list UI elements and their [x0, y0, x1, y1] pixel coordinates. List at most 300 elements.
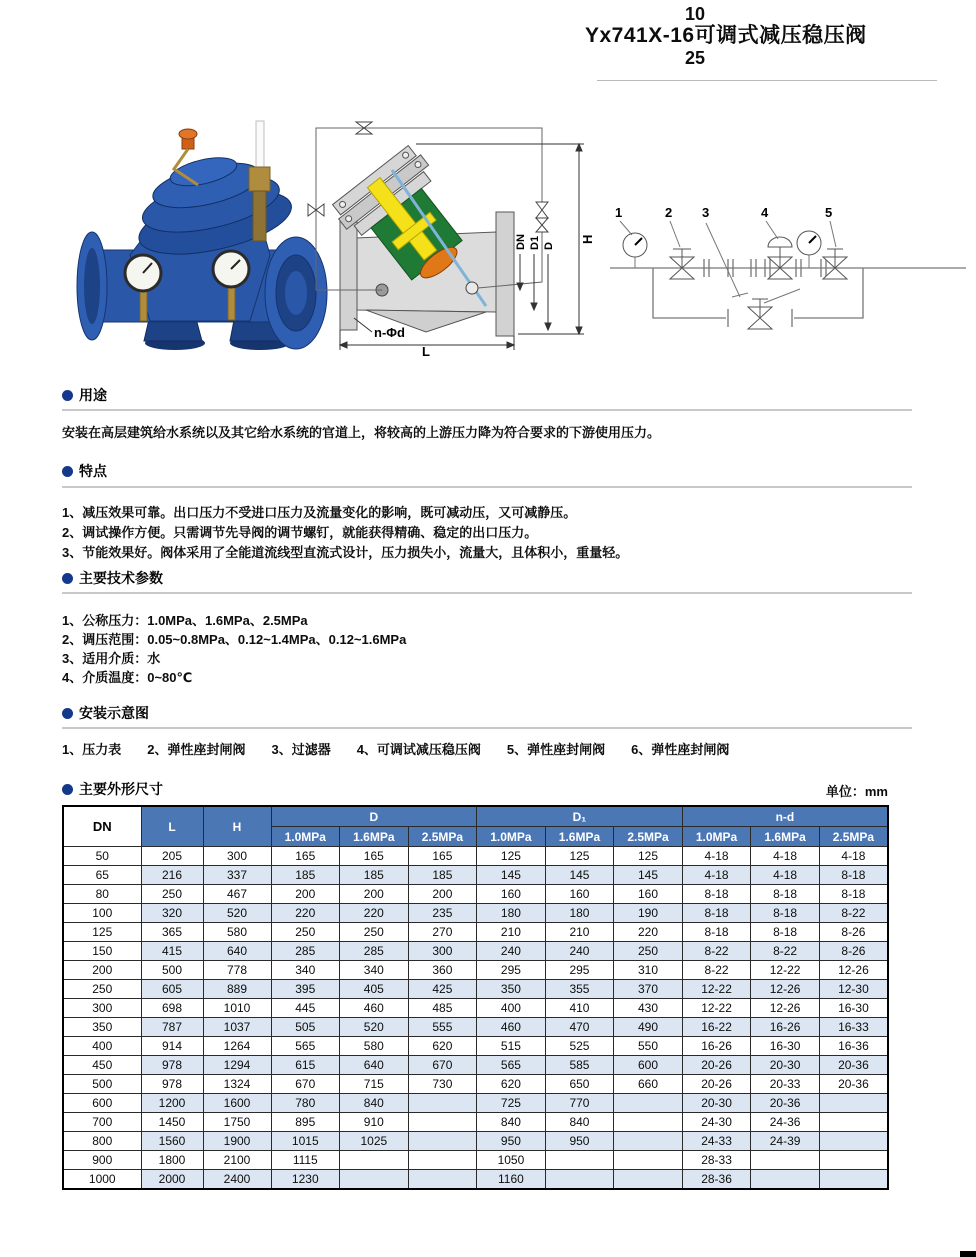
table-cell: 715 [340, 1075, 409, 1094]
table-cell: 615 [271, 1056, 340, 1075]
usage-paragraph: 安装在高层建筑给水系统以及其它给水系统的官道上，将较高的上游压力降为符合要求的下游使用压力。 [62, 425, 661, 440]
table-cell: 8-26 [819, 942, 888, 961]
table-cell: 12-26 [751, 980, 820, 999]
table-cell: 24-39 [751, 1132, 820, 1151]
table-cell: 2100 [203, 1151, 271, 1170]
table-cell: 300 [203, 847, 271, 866]
table-cell: 470 [545, 1018, 614, 1037]
table-cell: 640 [340, 1056, 409, 1075]
section-header-params [62, 568, 163, 588]
table-row [63, 847, 888, 866]
installation-schematic [608, 193, 970, 338]
table-cell: 4-18 [751, 866, 820, 885]
table-cell: 300 [63, 999, 141, 1018]
table-cell: 515 [477, 1037, 546, 1056]
table-row [63, 1132, 888, 1151]
adjusting-knob-icon [179, 129, 197, 149]
section-header-usage [62, 385, 107, 405]
table-cell: 145 [614, 866, 683, 885]
table-cell: 505 [271, 1018, 340, 1037]
table-row [63, 1151, 888, 1170]
table-cell: 8-18 [682, 923, 751, 942]
table-cell: 395 [271, 980, 340, 999]
col-header: L [141, 806, 203, 847]
table-cell: 8-18 [819, 866, 888, 885]
table-cell: 445 [271, 999, 340, 1018]
col-subheader-mpa: 1.6MPa [340, 827, 409, 847]
table-cell: 1560 [141, 1132, 203, 1151]
table-cell [751, 1151, 820, 1170]
table-row [63, 904, 888, 923]
table-cell: 370 [614, 980, 683, 999]
table-cell: 425 [408, 980, 477, 999]
table-cell: 430 [614, 999, 683, 1018]
table-cell [408, 1151, 477, 1170]
text-line: 4、介质温度：0~80℃ [62, 670, 193, 685]
schematic-number: 4 [761, 205, 769, 220]
table-cell [545, 1151, 614, 1170]
table-cell: 145 [545, 866, 614, 885]
table-cell: 180 [545, 904, 614, 923]
table-cell [408, 1113, 477, 1132]
table-row [63, 980, 888, 999]
table-cell: 895 [271, 1113, 340, 1132]
table-cell: 1800 [141, 1151, 203, 1170]
table-cell: 28-33 [682, 1151, 751, 1170]
table-cell: 355 [545, 980, 614, 999]
col-subheader-mpa: 1.6MPa [751, 827, 820, 847]
bullet-icon [62, 390, 73, 401]
table-cell: 1115 [271, 1151, 340, 1170]
table-cell: 400 [63, 1037, 141, 1056]
table-cell: 360 [408, 961, 477, 980]
table-cell [545, 1170, 614, 1190]
section-divider [62, 727, 912, 729]
section-title: 安装示意图 [79, 705, 149, 721]
table-cell [819, 1132, 888, 1151]
table-cell: 8-18 [682, 885, 751, 904]
dimensions-table-container [62, 805, 889, 1190]
table-cell [614, 1151, 683, 1170]
table-cell: 2000 [141, 1170, 203, 1190]
table-cell: 2400 [203, 1170, 271, 1190]
col-header: DN [63, 806, 141, 847]
section-header-dimensions [62, 779, 163, 799]
table-cell: 190 [614, 904, 683, 923]
table-cell [819, 1113, 888, 1132]
table-cell: 1750 [203, 1113, 271, 1132]
table-cell: 80 [63, 885, 141, 904]
page-title-text: Yx741X-16可调式减压稳压阀 [585, 24, 867, 47]
col-subheader-mpa: 1.0MPa [477, 827, 546, 847]
table-cell: 525 [545, 1037, 614, 1056]
table-cell: 1010 [203, 999, 271, 1018]
text-line: 2、调试操作方便。只需调节先导阀的调节螺钉，就能获得精确、稳定的出口压力。 [62, 525, 538, 540]
table-cell: 1900 [203, 1132, 271, 1151]
table-cell: 160 [545, 885, 614, 904]
table-cell: 550 [614, 1037, 683, 1056]
dim-label-D1: D1 [529, 235, 541, 250]
table-cell [614, 1113, 683, 1132]
table-cell: 1025 [340, 1132, 409, 1151]
table-cell: 978 [141, 1075, 203, 1094]
table-cell: 1050 [477, 1151, 546, 1170]
dim-label-DN: DN [515, 234, 527, 250]
table-cell: 467 [203, 885, 271, 904]
table-cell: 1037 [203, 1018, 271, 1037]
table-cell: 840 [340, 1094, 409, 1113]
table-cell [819, 1094, 888, 1113]
table-cell [340, 1151, 409, 1170]
table-row [63, 942, 888, 961]
table-cell [408, 1132, 477, 1151]
table-cell: 8-18 [819, 885, 888, 904]
table-cell: 650 [545, 1075, 614, 1094]
table-cell: 310 [614, 961, 683, 980]
section-divider [62, 592, 912, 594]
table-cell: 1000 [63, 1170, 141, 1190]
table-cell: 415 [141, 942, 203, 961]
table-cell: 1015 [271, 1132, 340, 1151]
table-cell: 220 [614, 923, 683, 942]
table-cell: 240 [545, 942, 614, 961]
table-row [63, 1170, 888, 1190]
table-cell: 337 [203, 866, 271, 885]
table-cell: 1200 [141, 1094, 203, 1113]
table-row [63, 866, 888, 885]
table-cell: 565 [271, 1037, 340, 1056]
table-cell: 400 [477, 999, 546, 1018]
table-cell [819, 1170, 888, 1190]
table-cell: 840 [477, 1113, 546, 1132]
schematic-number: 1 [615, 205, 623, 220]
table-row [63, 999, 888, 1018]
table-cell: 165 [340, 847, 409, 866]
table-cell [340, 1170, 409, 1190]
table-cell: 725 [477, 1094, 546, 1113]
table-cell: 950 [477, 1132, 546, 1151]
table-cell: 620 [477, 1075, 546, 1094]
table-cell: 840 [545, 1113, 614, 1132]
bullet-icon [62, 708, 73, 719]
table-cell: 8-22 [751, 942, 820, 961]
table-cell: 500 [141, 961, 203, 980]
col-subheader-mpa: 2.5MPa [408, 827, 477, 847]
table-cell: 20-26 [682, 1075, 751, 1094]
dim-label-H: H [580, 234, 595, 244]
section-title: 特点 [79, 463, 107, 479]
unit-label: 单位：mm [825, 784, 888, 799]
table-cell: 410 [545, 999, 614, 1018]
table-row [63, 923, 888, 942]
table-cell: 235 [408, 904, 477, 923]
table-cell: 200 [340, 885, 409, 904]
table-cell: 365 [141, 923, 203, 942]
table-cell: 350 [63, 1018, 141, 1037]
table-cell: 340 [271, 961, 340, 980]
text-line: 1、公称压力：1.0MPa、1.6MPa、2.5MPa [62, 613, 308, 628]
table-cell: 210 [545, 923, 614, 942]
features-list [62, 503, 912, 563]
table-cell: 600 [614, 1056, 683, 1075]
install-legend: 1、压力表 2、弹性座封闸阀 3、过滤器 4、可调试减压稳压阀 5、弹性座封闸阀 6、弹性座封闸阀 [62, 742, 730, 757]
table-cell: 320 [141, 904, 203, 923]
text-line: 1、减压效果可靠。出口压力不受进口压力及流量变化的影响，既可减动压，又可减静压。 [62, 505, 577, 520]
table-cell: 520 [340, 1018, 409, 1037]
table-cell: 12-30 [819, 980, 888, 999]
table-cell: 16-33 [819, 1018, 888, 1037]
table-cell: 250 [271, 923, 340, 942]
table-cell: 20-36 [819, 1075, 888, 1094]
col-subheader-mpa: 1.6MPa [545, 827, 614, 847]
table-cell [614, 1170, 683, 1190]
table-row [63, 1018, 888, 1037]
table-cell: 220 [271, 904, 340, 923]
table-cell: 8-22 [682, 942, 751, 961]
table-cell: 787 [141, 1018, 203, 1037]
table-cell: 12-22 [682, 980, 751, 999]
table-cell: 1450 [141, 1113, 203, 1132]
table-cell: 800 [63, 1132, 141, 1151]
table-cell: 4-18 [682, 847, 751, 866]
table-row [63, 961, 888, 980]
table-cell: 485 [408, 999, 477, 1018]
table-cell: 620 [408, 1037, 477, 1056]
table-cell: 4-18 [682, 866, 751, 885]
dimensions-table [62, 805, 889, 1190]
section-title: 用途 [79, 387, 107, 403]
dim-label-L: L [422, 344, 430, 358]
col-header: H [203, 806, 271, 847]
table-cell: 4-18 [819, 847, 888, 866]
table-cell: 160 [614, 885, 683, 904]
valve-cross-section-diagram [296, 106, 600, 358]
table-cell: 8-26 [819, 923, 888, 942]
table-cell: 670 [408, 1056, 477, 1075]
table-cell: 285 [271, 942, 340, 961]
text-line: 3、节能效果好。阀体采用了全能道流线型直流式设计，压力损失小，流量大，且体积小，重量轻。 [62, 545, 629, 560]
control-valve-symbol [768, 237, 792, 279]
table-cell: 185 [408, 866, 477, 885]
table-cell: 16-36 [819, 1037, 888, 1056]
table-cell: 200 [63, 961, 141, 980]
table-cell: 8-18 [682, 904, 751, 923]
table-cell: 460 [340, 999, 409, 1018]
table-cell: 16-26 [682, 1037, 751, 1056]
table-cell: 200 [271, 885, 340, 904]
table-row [63, 1037, 888, 1056]
table-cell: 16-26 [751, 1018, 820, 1037]
dim-label-D: D [543, 242, 555, 250]
table-cell: 500 [63, 1075, 141, 1094]
table-cell: 8-22 [682, 961, 751, 980]
table-cell [408, 1094, 477, 1113]
col-header: D₁ [477, 806, 683, 827]
table-cell: 8-22 [819, 904, 888, 923]
col-header: n-d [682, 806, 888, 827]
table-cell: 145 [477, 866, 546, 885]
table-row [63, 1094, 888, 1113]
table-cell: 520 [203, 904, 271, 923]
table-cell [751, 1170, 820, 1190]
table-cell: 200 [408, 885, 477, 904]
table-cell: 125 [614, 847, 683, 866]
table-cell: 20-30 [682, 1094, 751, 1113]
table-cell: 24-36 [751, 1113, 820, 1132]
dim-table-head [63, 806, 888, 847]
table-cell: 978 [141, 1056, 203, 1075]
table-cell: 220 [340, 904, 409, 923]
gauge-symbol [623, 233, 647, 268]
table-cell: 205 [141, 847, 203, 866]
col-header: D [271, 806, 477, 827]
table-cell: 605 [141, 980, 203, 999]
schematic-number: 2 [665, 205, 673, 220]
table-cell: 8-18 [751, 885, 820, 904]
table-cell: 1264 [203, 1037, 271, 1056]
table-cell [614, 1132, 683, 1151]
pressure-class-bottom: 25 [685, 48, 706, 68]
table-cell: 125 [545, 847, 614, 866]
table-cell: 65 [63, 866, 141, 885]
table-cell: 125 [63, 923, 141, 942]
table-cell: 1600 [203, 1094, 271, 1113]
table-cell: 216 [141, 866, 203, 885]
table-cell: 914 [141, 1037, 203, 1056]
table-cell: 1324 [203, 1075, 271, 1094]
dim-table-body [63, 847, 888, 1190]
gate-valve-symbol [670, 249, 694, 279]
table-cell: 350 [477, 980, 546, 999]
table-cell: 285 [340, 942, 409, 961]
table-row [63, 885, 888, 904]
table-cell: 910 [340, 1113, 409, 1132]
table-cell: 1294 [203, 1056, 271, 1075]
table-cell: 640 [203, 942, 271, 961]
text-line: 3、适用介质：水 [62, 651, 161, 666]
table-cell: 950 [545, 1132, 614, 1151]
table-cell: 180 [477, 904, 546, 923]
table-cell: 698 [141, 999, 203, 1018]
bullet-icon [62, 784, 73, 795]
table-cell: 16-30 [751, 1037, 820, 1056]
page-corner-mark [960, 1251, 976, 1257]
table-cell: 250 [614, 942, 683, 961]
table-cell: 8-18 [751, 904, 820, 923]
table-cell: 889 [203, 980, 271, 999]
table-cell: 12-26 [751, 999, 820, 1018]
table-cell: 490 [614, 1018, 683, 1037]
bullet-icon [62, 466, 73, 477]
table-cell: 780 [271, 1094, 340, 1113]
valve-photo [70, 105, 328, 353]
table-cell: 20-30 [751, 1056, 820, 1075]
table-cell: 295 [477, 961, 546, 980]
table-cell: 580 [340, 1037, 409, 1056]
schematic-number: 3 [702, 205, 710, 220]
params-list [62, 611, 912, 687]
table-cell: 165 [408, 847, 477, 866]
table-cell: 1230 [271, 1170, 340, 1190]
table-cell [819, 1151, 888, 1170]
col-subheader-mpa: 2.5MPa [819, 827, 888, 847]
table-cell: 900 [63, 1151, 141, 1170]
table-cell: 270 [408, 923, 477, 942]
table-cell: 450 [63, 1056, 141, 1075]
table-cell [614, 1094, 683, 1113]
table-cell: 1160 [477, 1170, 546, 1190]
text-line: 2、调压范围：0.05~0.8MPa、0.12~1.4MPa、0.12~1.6MPa [62, 632, 407, 647]
table-cell: 670 [271, 1075, 340, 1094]
table-row [63, 1056, 888, 1075]
table-cell: 660 [614, 1075, 683, 1094]
table-cell: 185 [271, 866, 340, 885]
table-cell: 700 [63, 1113, 141, 1132]
table-cell: 580 [203, 923, 271, 942]
table-cell: 300 [408, 942, 477, 961]
table-cell: 770 [545, 1094, 614, 1113]
table-cell: 20-26 [682, 1056, 751, 1075]
bullet-icon [62, 573, 73, 584]
title-divider [597, 80, 937, 81]
table-cell: 555 [408, 1018, 477, 1037]
table-cell: 20-33 [751, 1075, 820, 1094]
section-divider [62, 409, 912, 411]
page-title [585, 4, 970, 68]
table-row [63, 1075, 888, 1094]
table-row [63, 1113, 888, 1132]
schematic-number: 5 [825, 205, 833, 220]
table-cell: 160 [477, 885, 546, 904]
table-cell: 16-30 [819, 999, 888, 1018]
section-title: 主要技术参数 [79, 570, 163, 586]
table-cell: 250 [141, 885, 203, 904]
section-divider [62, 486, 912, 488]
table-cell: 240 [477, 942, 546, 961]
table-cell: 730 [408, 1075, 477, 1094]
table-cell: 250 [63, 980, 141, 999]
table-cell: 20-36 [751, 1094, 820, 1113]
pressure-class-top: 10 [685, 4, 706, 24]
table-cell: 28-36 [682, 1170, 751, 1190]
table-cell: 150 [63, 942, 141, 961]
table-cell: 295 [545, 961, 614, 980]
dim-label-nd: n-Φd [374, 325, 405, 340]
table-cell: 565 [477, 1056, 546, 1075]
table-cell: 12-26 [819, 961, 888, 980]
table-cell [408, 1170, 477, 1190]
section-header-features [62, 461, 107, 481]
table-cell: 12-22 [751, 961, 820, 980]
table-cell: 24-30 [682, 1113, 751, 1132]
table-cell: 250 [340, 923, 409, 942]
col-subheader-mpa: 1.0MPa [682, 827, 751, 847]
table-cell: 210 [477, 923, 546, 942]
table-cell: 4-18 [751, 847, 820, 866]
table-cell: 405 [340, 980, 409, 999]
section-title: 主要外形尺寸 [79, 781, 163, 797]
table-cell: 125 [477, 847, 546, 866]
table-cell: 340 [340, 961, 409, 980]
table-cell: 100 [63, 904, 141, 923]
section-header-install [62, 703, 149, 723]
col-subheader-mpa: 2.5MPa [614, 827, 683, 847]
table-cell: 778 [203, 961, 271, 980]
col-subheader-mpa: 1.0MPa [271, 827, 340, 847]
table-cell: 24-33 [682, 1132, 751, 1151]
table-cell: 12-22 [682, 999, 751, 1018]
table-cell: 16-22 [682, 1018, 751, 1037]
